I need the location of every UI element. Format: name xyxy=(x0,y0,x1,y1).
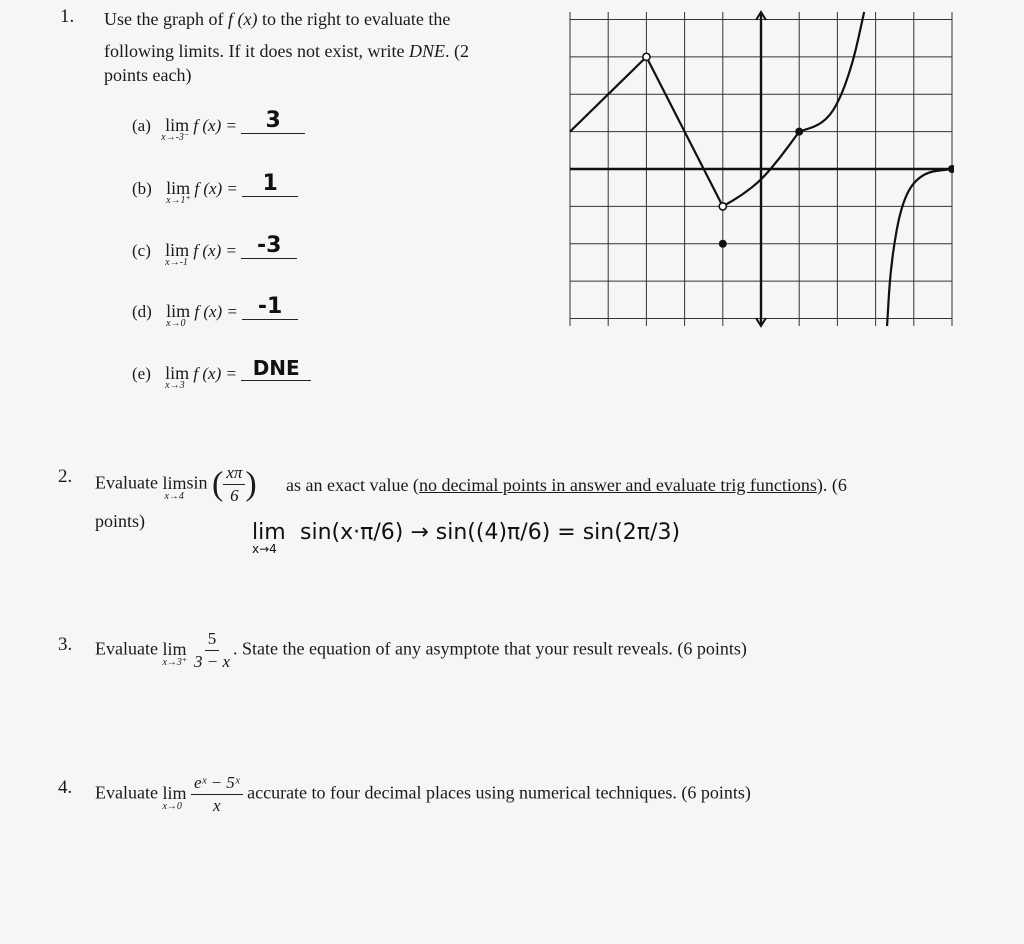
q2-handwritten-work: sin(x·π/6) → sin((4)π/6) = sin(2π/3) xyxy=(300,520,681,545)
q1-part-e: (e) lim x→3 f (x) = DNE xyxy=(132,360,311,385)
closed-point xyxy=(719,240,727,248)
q2-points: points) xyxy=(95,511,146,531)
q4-number: 4. xyxy=(58,777,73,798)
q2-line1b: as an exact value (no decimal points in answer and evaluate trig functions). (6 xyxy=(286,475,847,495)
q4-line: Evaluate lim x→0 $\frac{\text{eˣ − 5ˣ}}{x}$ accurate to four decimal places using numerical techniques. (6 points) xyxy=(95,773,751,816)
closed-point xyxy=(948,165,954,173)
q1-part-c: (c) lim x→-1 f (x) = -3 xyxy=(132,237,297,263)
open-point xyxy=(643,53,650,60)
q3-number: 3. xyxy=(58,634,73,655)
function-graph xyxy=(568,8,954,330)
closed-point xyxy=(795,128,803,136)
q1-part-d: (d) lim x→0 f (x) = -1 xyxy=(132,298,298,324)
q1-part-a: (a) lim x→-3⁻ f (x) = 3 xyxy=(132,112,305,138)
q1-part-b: (b) lim x→1⁺ f (x) = 1 xyxy=(132,175,298,201)
answer-a[interactable]: 3 xyxy=(241,108,305,134)
function-curve xyxy=(887,169,952,326)
answer-e[interactable]: DNE xyxy=(241,356,311,381)
q1-number: 1. xyxy=(60,6,75,27)
graph-points xyxy=(643,53,954,248)
open-point xyxy=(719,203,726,210)
answer-d[interactable]: -1 xyxy=(242,294,298,320)
q2-number: 2. xyxy=(58,466,73,487)
graph-axes xyxy=(570,12,952,326)
q1-line3: points each) xyxy=(104,65,192,85)
answer-b[interactable]: 1 xyxy=(242,171,298,197)
answer-c[interactable]: -3 xyxy=(241,233,297,259)
function-curve xyxy=(799,12,864,132)
q1-line2: following limits. If it does not exist, write DNE. (2 xyxy=(104,41,469,61)
q2-line1: Evaluate lim x→4 sin ( $\frac{x\pi}{6}$ ) xyxy=(95,463,257,506)
q1-line1: Use the graph of f (x) to the right to evaluate the xyxy=(104,9,451,29)
q2-handwritten-lim: lim x→4 xyxy=(252,520,286,556)
q3-line: Evaluate lim x→3⁺ $\frac{5}{3 - x}$ . State the equation of any asymptote that your result reveals. (6 points) xyxy=(95,629,747,672)
